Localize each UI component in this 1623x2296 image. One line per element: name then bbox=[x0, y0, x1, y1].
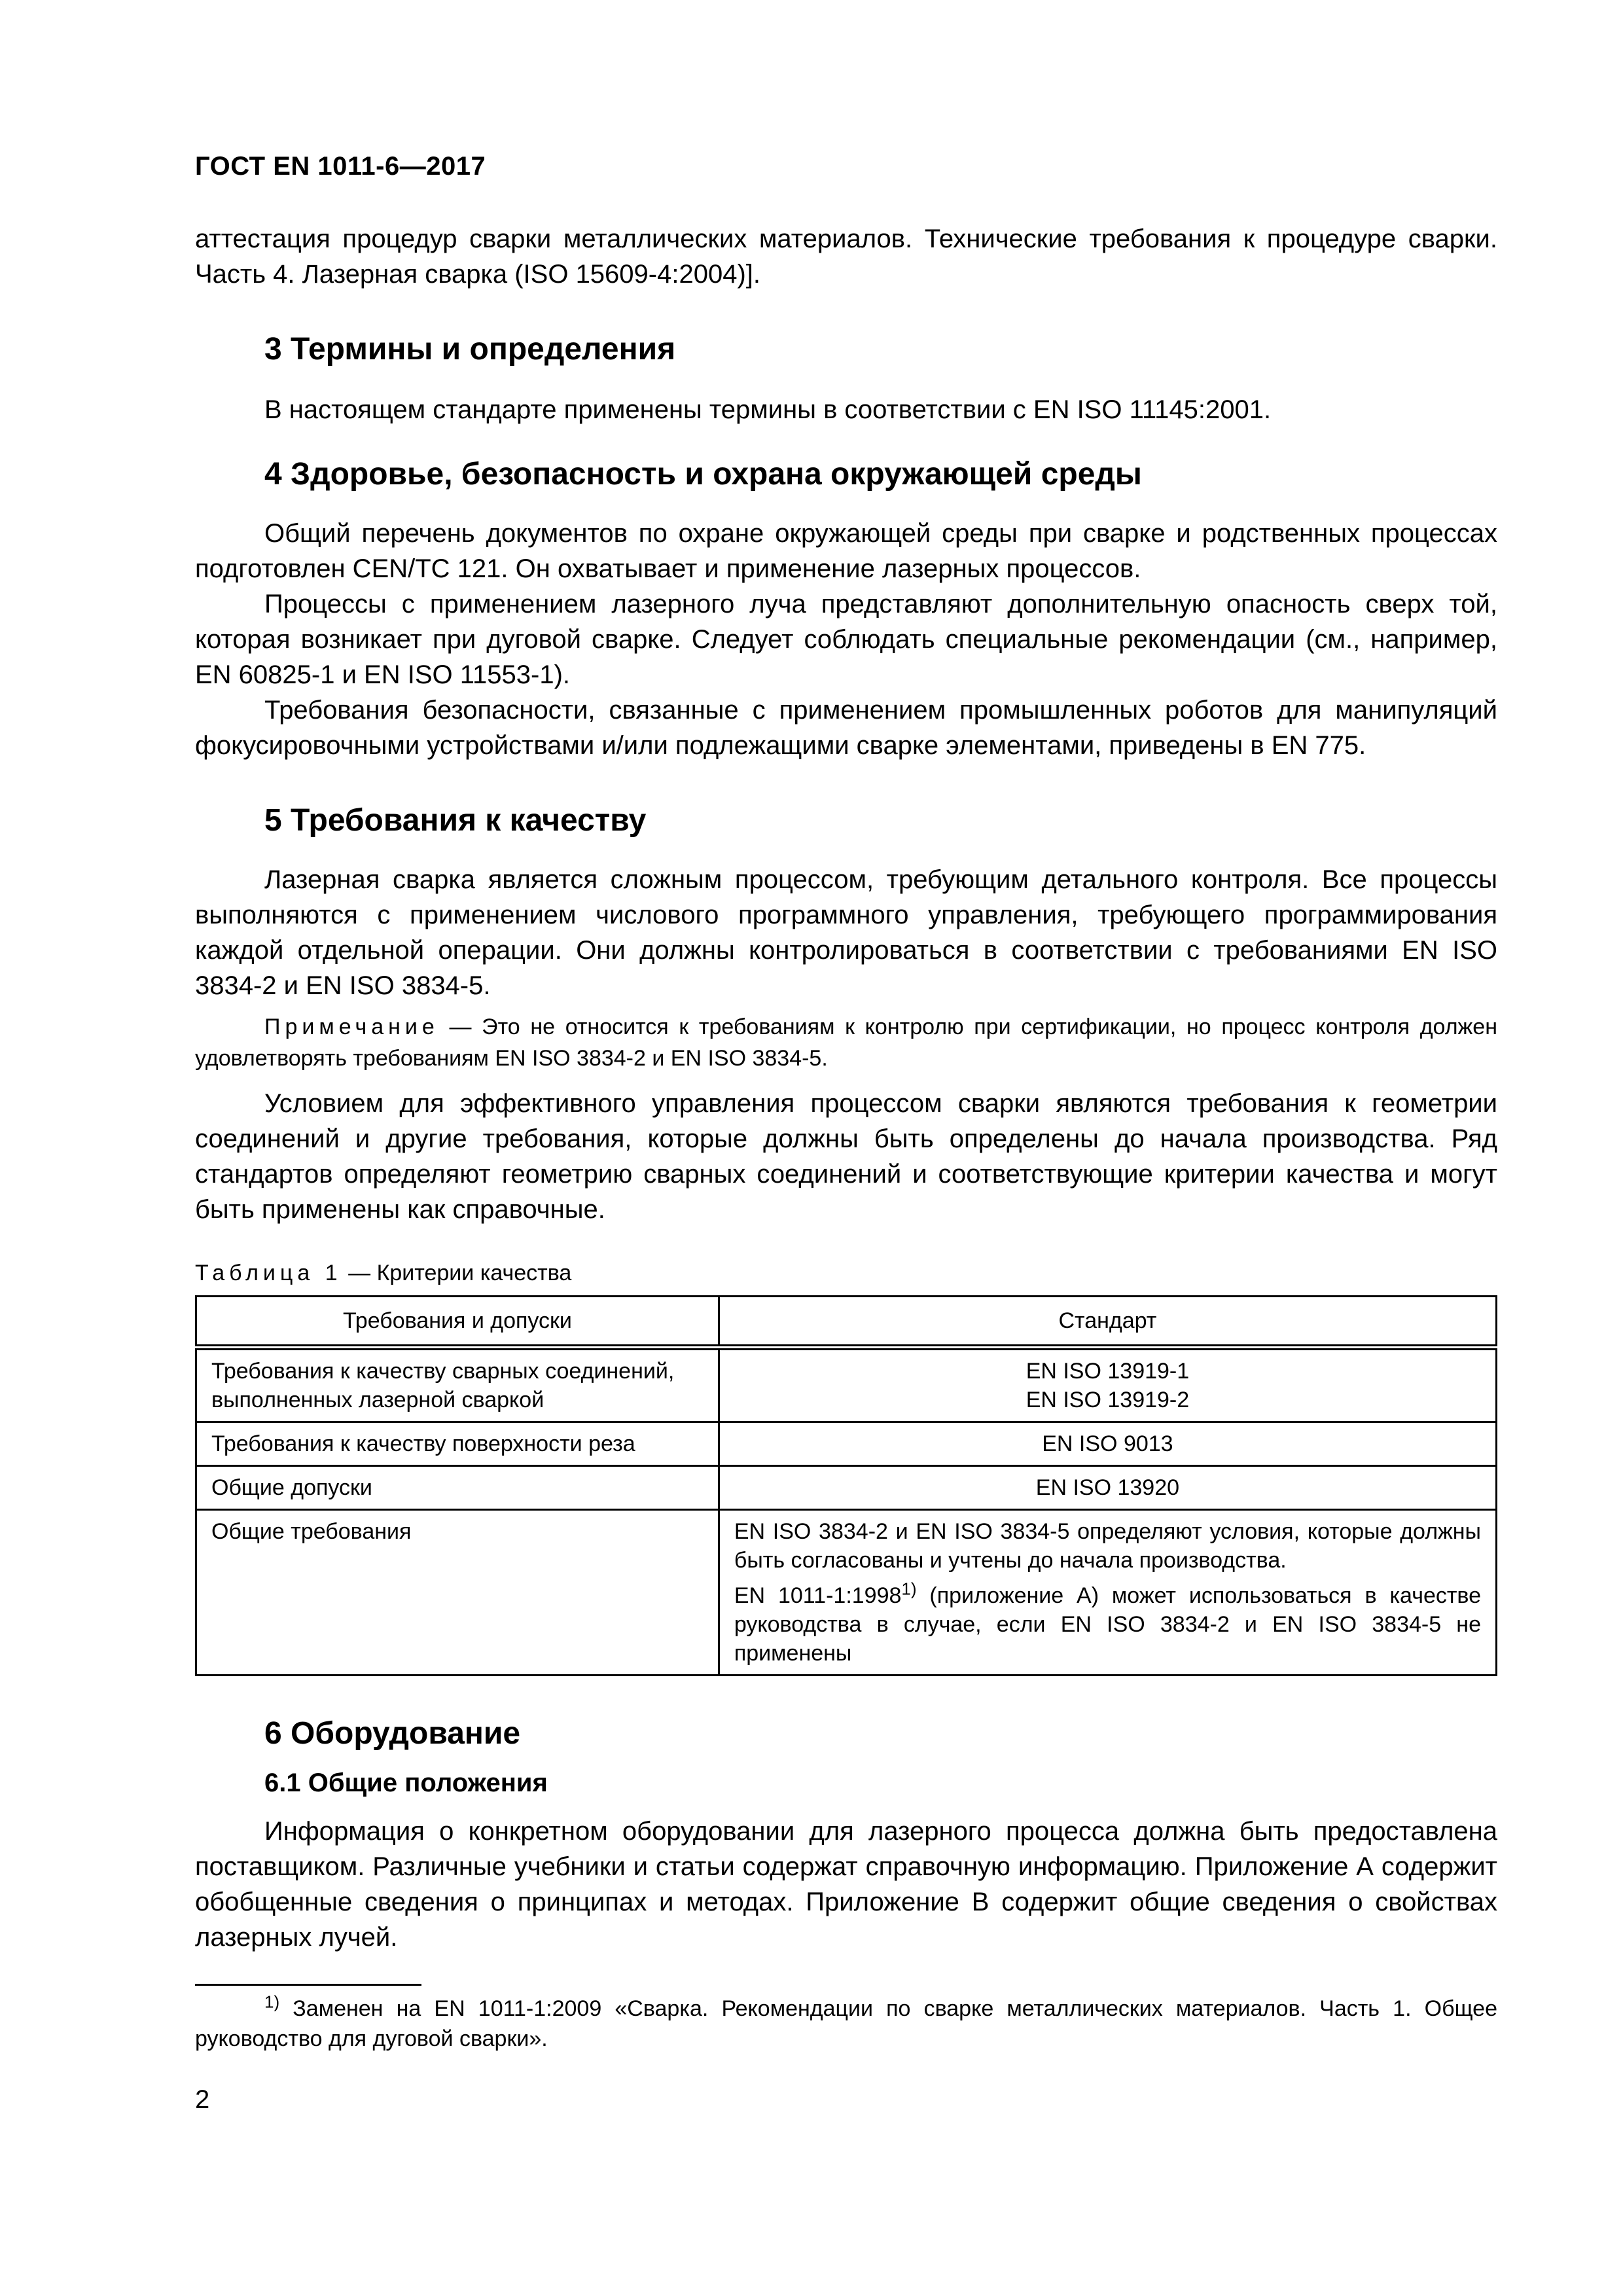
section-4-title: 4 Здоровье, безопасность и охрана окружающей среды bbox=[264, 457, 1142, 492]
table-caption bbox=[195, 1257, 1497, 1289]
note-text: — Это не относится к требованиям к контролю при сертификации, но процесс контроля должен удовлетворять требованиям EN ISO 3834-2 и EN ISO 3834-5. bbox=[195, 1014, 1497, 1071]
table-cell-requirement: Требования к качеству поверхности реза bbox=[196, 1422, 719, 1466]
footnote-marker: 1) bbox=[264, 1992, 280, 2012]
section-5-paragraph-2: Условием для эффективного управления процессом сварки являются требования к геометрии соединений и другие требования, которые должны быть определены до начала производства. Ряд стандартов определяют геометрию сварных соединений и соответствующие критерии качества и могут быть применены как справочные. bbox=[195, 1089, 1497, 1224]
table-cell-standard: EN ISO 9013 bbox=[719, 1422, 1496, 1466]
table-row bbox=[196, 1348, 1497, 1422]
standard-paragraph: EN ISO 3834-2 и EN ISO 3834-5 определяют условия, которые должны быть согласованы и учтены до начала производства. bbox=[734, 1519, 1481, 1573]
table-row bbox=[196, 1466, 1497, 1510]
table-caption-label: Таблица 1 bbox=[195, 1261, 342, 1285]
intro-paragraph: аттестация процедур сварки металлических материалов. Технические требования к процедуре сварки. Часть 4. Лазерная сварка (ISO 15609-4:2004)]. bbox=[195, 224, 1497, 289]
table-cell-requirement: Требования к качеству сварных соединений, выполненных лазерной сваркой bbox=[196, 1348, 719, 1422]
table-caption-text: — Критерии качества bbox=[342, 1261, 572, 1285]
table-cell-standard bbox=[719, 1510, 1496, 1676]
table-cell-requirement: Общие допуски bbox=[196, 1466, 719, 1510]
table-cell-standard bbox=[719, 1348, 1496, 1422]
footnote bbox=[195, 1994, 1497, 2054]
page-number: 2 bbox=[195, 2085, 210, 2114]
section-4-paragraph-3: Требования безопасности, связанные с применением промышленных роботов для манипуляций фокусировочными устройствами и/или подлежащими сварке элементами, приведены в EN 775. bbox=[195, 696, 1497, 760]
table-header-standard: Стандарт bbox=[719, 1297, 1496, 1348]
table-cell-standard: EN ISO 13920 bbox=[719, 1466, 1496, 1510]
section-5-note bbox=[195, 1011, 1497, 1074]
standard-line: EN ISO 13919-2 bbox=[1026, 1388, 1190, 1412]
standard-paragraph bbox=[734, 1581, 1481, 1668]
footnote-divider bbox=[195, 1984, 421, 1986]
document-header: ГОСТ EN 1011-6—2017 bbox=[195, 152, 486, 181]
note-label: Примечание bbox=[264, 1014, 439, 1039]
table-header-row bbox=[196, 1297, 1497, 1348]
standard-paragraph-text: (приложение А) может использоваться в качестве руководства в случае, если EN ISO 3834-2 и EN ISO 3834-5 не применены bbox=[734, 1583, 1482, 1666]
section-4-paragraph-1: Общий перечень документов по охране окружающей среды при сварке и родственных процессах подготовлен CEN/TC 121. Он охватывает и применение лазерных процессов. bbox=[195, 519, 1497, 583]
page-body bbox=[195, 221, 1497, 2054]
table-row bbox=[196, 1510, 1497, 1676]
standard-line: EN ISO 13919-1 bbox=[1026, 1359, 1190, 1384]
section-5-title: 5 Требования к качеству bbox=[264, 803, 647, 838]
footnote-ref: 1) bbox=[901, 1579, 917, 1599]
table-header-requirements: Требования и допуски bbox=[196, 1297, 719, 1348]
section-6-1-title: 6.1 Общие положения bbox=[264, 1768, 548, 1797]
table-cell-requirement: Общие требования bbox=[196, 1510, 719, 1676]
section-3-title: 3 Термины и определения bbox=[264, 332, 676, 367]
section-4-paragraph-2: Процессы с применением лазерного луча представляют дополнительную опасность сверх той, которая возникает при дуговой сварке. Следует соблюдать специальные рекомендации (см., например, EN 60825-1 и EN ISO 11553-1). bbox=[195, 590, 1497, 689]
section-3-paragraph: В настоящем стандарте применены термины в соответствии с EN ISO 11145:2001. bbox=[264, 395, 1272, 424]
section-6-title: 6 Оборудование bbox=[264, 1716, 521, 1751]
quality-criteria-table bbox=[195, 1295, 1497, 1676]
footnote-text: Заменен на EN 1011-1:2009 «Сварка. Рекомендации по сварке металлических материалов. Часть 1. Общее руководство для дуговой сварки». bbox=[195, 1996, 1497, 2051]
table-row bbox=[196, 1422, 1497, 1466]
section-6-1-paragraph: Информация о конкретном оборудовании для лазерного процесса должна быть предоставлена поставщиком. Различные учебники и статьи содержат справочную информацию. Приложение А содержит обобщенные сведения о принципах и методах. Приложение В содержит общие сведения о свойствах лазерных лучей. bbox=[195, 1817, 1497, 1952]
standard-reference: EN 1011-1:1998 bbox=[734, 1583, 902, 1608]
section-5-paragraph-1: Лазерная сварка является сложным процессом, требующим детального контроля. Все процессы выполняются с применением числового программного управления, требующего программирования каждой отдельной операции. Они должны контролироваться в соответствии с требованиями EN ISO 3834-2 и EN ISO 3834-5. bbox=[195, 865, 1497, 1000]
